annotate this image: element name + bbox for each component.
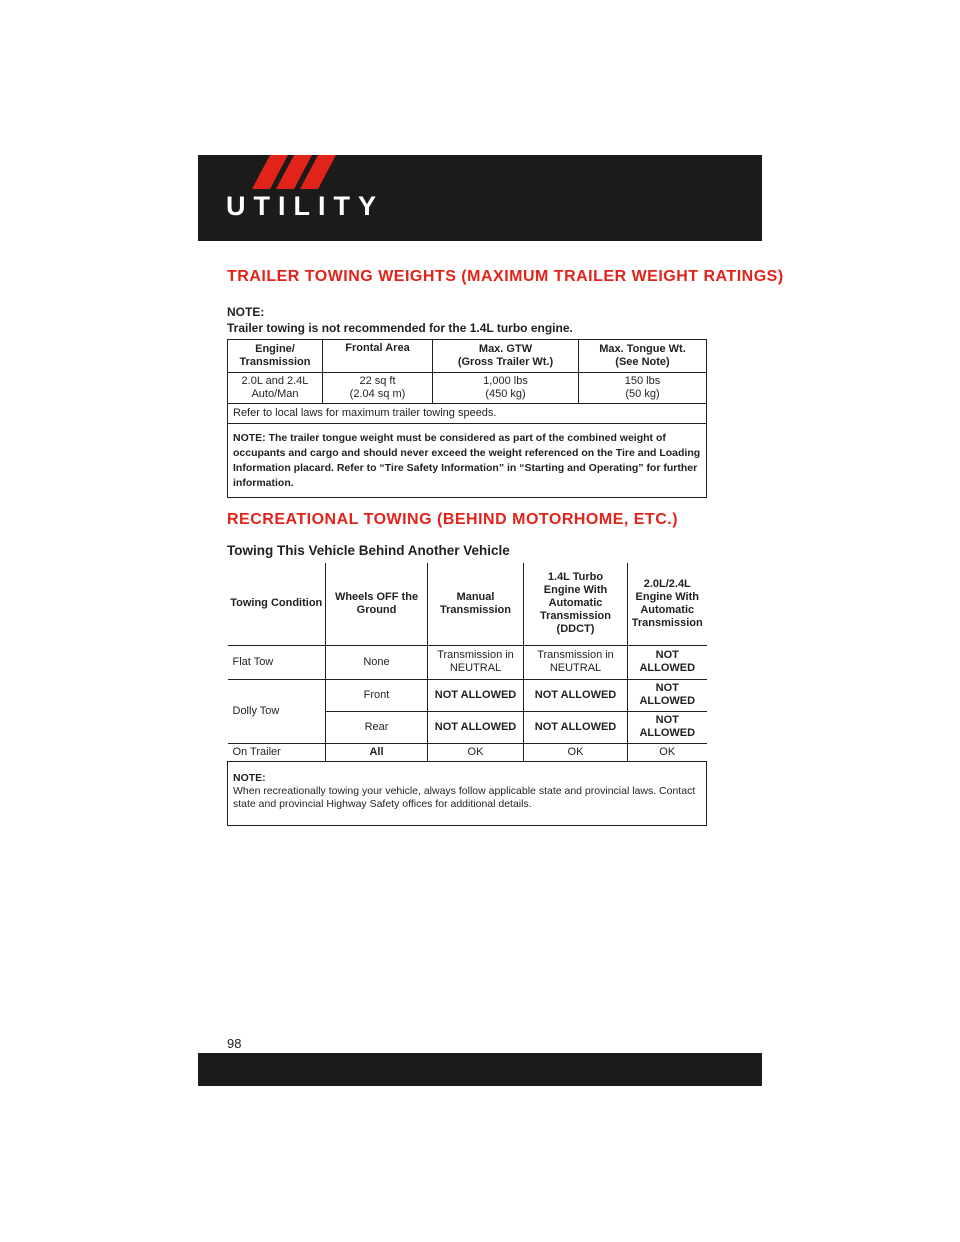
trailer-footnote-cell bbox=[228, 424, 707, 498]
table-cell: NOT ALLOWED bbox=[628, 679, 707, 711]
recreational-note-label: NOTE: bbox=[233, 771, 266, 784]
column-header: Max. GTW (Gross Trailer Wt.) bbox=[433, 340, 579, 373]
trailer-weights-table bbox=[227, 339, 707, 498]
table-row bbox=[228, 645, 707, 679]
recreational-subheading: Towing This Vehicle Behind Another Vehicle bbox=[227, 543, 510, 558]
table-cell: NOT ALLOWED bbox=[524, 711, 628, 743]
table-cell: NOT ALLOWED bbox=[428, 679, 524, 711]
table-row bbox=[228, 373, 707, 404]
recreational-note-cell bbox=[228, 761, 707, 825]
table-row bbox=[228, 424, 707, 498]
column-header: Max. Tongue Wt. (See Note) bbox=[579, 340, 707, 373]
trailer-footnote: NOTE: The trailer tongue weight must be considered as part of the combined weight of occupants and cargo and should never exceed the weight referenced on the Tire and Loading Information placard. Refer to “Tire Safety Information” in “Starting and Operating” for further information. bbox=[233, 431, 701, 489]
table-row bbox=[228, 679, 707, 711]
table-cell: NOT ALLOWED bbox=[628, 711, 707, 743]
table-cell: On Trailer bbox=[228, 743, 326, 761]
table-cell: Flat Tow bbox=[228, 645, 326, 679]
table-cell: Dolly Tow bbox=[228, 679, 326, 743]
table-cell: OK bbox=[628, 743, 707, 761]
table-row bbox=[228, 743, 707, 761]
table-row bbox=[228, 761, 707, 825]
trailer-note-text: Trailer towing is not recommended for the 1.4L turbo engine. bbox=[227, 321, 573, 335]
table-row bbox=[228, 404, 707, 424]
table-cell: 2.0L and 2.4L Auto/Man bbox=[228, 373, 323, 404]
brand-stripes-logo bbox=[250, 155, 342, 189]
table-cell: 150 lbs (50 kg) bbox=[579, 373, 707, 404]
table-header-row bbox=[228, 563, 707, 645]
page-number: 98 bbox=[227, 1036, 242, 1051]
footer-bar bbox=[198, 1053, 762, 1086]
table-cell: OK bbox=[524, 743, 628, 761]
table-cell: All bbox=[326, 743, 428, 761]
table-cell: NOT ALLOWED bbox=[628, 645, 707, 679]
trailer-towing-heading: TRAILER TOWING WEIGHTS (MAXIMUM TRAILER WEIGHT RATINGS) bbox=[227, 268, 784, 285]
column-header: Frontal Area bbox=[323, 340, 433, 373]
table-header-row bbox=[228, 340, 707, 373]
local-laws-cell: Refer to local laws for maximum trailer towing speeds. bbox=[228, 404, 707, 424]
table-cell: Transmission in NEUTRAL bbox=[428, 645, 524, 679]
table-cell: NOT ALLOWED bbox=[524, 679, 628, 711]
table-cell: None bbox=[326, 645, 428, 679]
column-header: Towing Condition bbox=[228, 563, 326, 645]
recreational-note-text: When recreationally towing your vehicle, always follow applicable state and provincial laws. Contact state and provincial Highway Safety offices for additional details. bbox=[233, 784, 696, 810]
table-cell: 1,000 lbs (450 kg) bbox=[433, 373, 579, 404]
table-cell: OK bbox=[428, 743, 524, 761]
recreational-towing-heading: RECREATIONAL TOWING (BEHIND MOTORHOME, ETC.) bbox=[227, 511, 679, 528]
column-header: 2.0L/2.4L Engine With Automatic Transmission bbox=[628, 563, 707, 645]
column-header: Manual Transmission bbox=[428, 563, 524, 645]
table-cell: 22 sq ft (2.04 sq m) bbox=[323, 373, 433, 404]
trailer-note-label: NOTE: bbox=[227, 305, 265, 319]
table-cell: Transmission in NEUTRAL bbox=[524, 645, 628, 679]
header-bar bbox=[198, 155, 762, 241]
section-header-title: UTILITY bbox=[226, 191, 384, 221]
column-header: Engine/ Transmission bbox=[228, 340, 323, 373]
table-cell: NOT ALLOWED bbox=[428, 711, 524, 743]
table-cell: Front bbox=[326, 679, 428, 711]
table-cell: Rear bbox=[326, 711, 428, 743]
column-header: 1.4L Turbo Engine With Automatic Transmission (DDCT) bbox=[524, 563, 628, 645]
recreational-towing-table bbox=[227, 563, 707, 826]
column-header: Wheels OFF the Ground bbox=[326, 563, 428, 645]
